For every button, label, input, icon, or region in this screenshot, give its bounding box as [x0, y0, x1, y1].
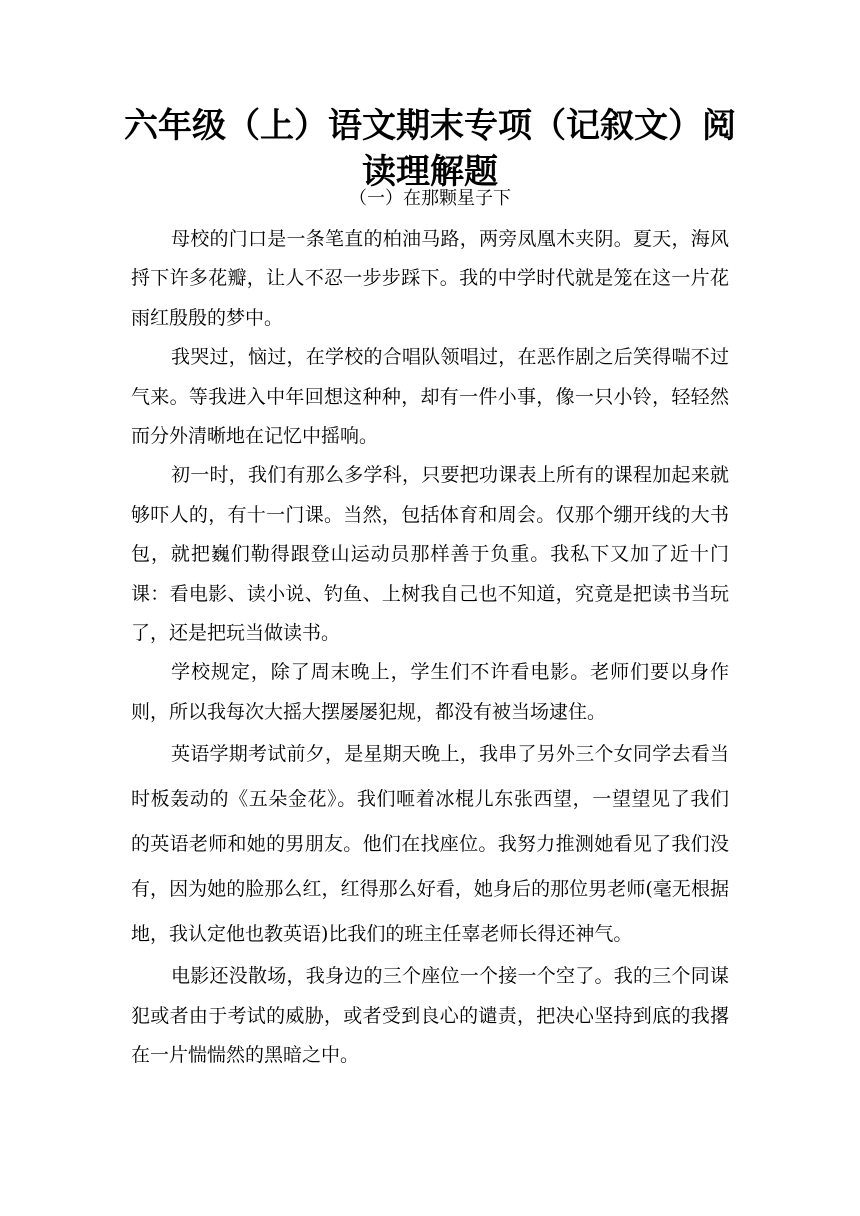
paragraph-5: 英语学期考试前夕，是星期天晚上，我串了另外三个女同学去看当时板轰动的《五朵金花》。我们咂着冰棍儿东张西望，一望望见了我们的英语老师和她的男朋友。他们在找座位。我努力推测她看见了我们没有，因为她的脸那么红，红得那么好看，她身后的那位男老师(毫无根据地，我认定他也教英语)比我们的班主任辜老师长得还神气。 — [131, 743, 729, 946]
article-body — [131, 220, 729, 1076]
document-title: 六年级（上）语文期末专项（记叙文）阅读理解题 — [124, 106, 736, 192]
section-subtitle: （一）在那颗星子下 — [349, 188, 511, 209]
paragraph-6: 电影还没散场，我身边的三个座位一个接一个空了。我的三个同谋犯或者由于考试的威胁，或者受到良心的谴责，把决心坚持到底的我撂在一片惴惴然的黑暗之中。 — [131, 965, 729, 1067]
paragraph-2: 我哭过，恼过，在学校的合唱队领唱过，在恶作剧之后笑得喘不过气来。等我进入中年回想这种种，却有一件小事，像一只小铃，轻轻然而分外清晰地在记忆中摇响。 — [131, 346, 729, 448]
paragraph-4: 学校规定，除了周末晚上，学生们不许看电影。老师们要以身作则，所以我每次大摇大摆屡屡犯规，都没有被当场逮住。 — [131, 661, 729, 723]
paragraph-1: 母校的门口是一条笔直的柏油马路，两旁凤凰木夹阴。夏天，海风捋下许多花瓣，让人不忍一步步踩下。我的中学时代就是笼在这一片花雨红殷殷的梦中。 — [131, 228, 729, 329]
paragraph-3: 初一时，我们有那么多学科，只要把功课表上所有的课程加起来就够吓人的，有十一门课。当然，包括体育和周会。仅那个绷开线的大书包，就把巍们勒得跟登山运动员那样善于负重。我私下又加了近十门课：看电影、读小说、钓鱼、上树我自己也不知道，究竟是把读书当玩了，还是把玩当做读书。 — [131, 464, 729, 645]
